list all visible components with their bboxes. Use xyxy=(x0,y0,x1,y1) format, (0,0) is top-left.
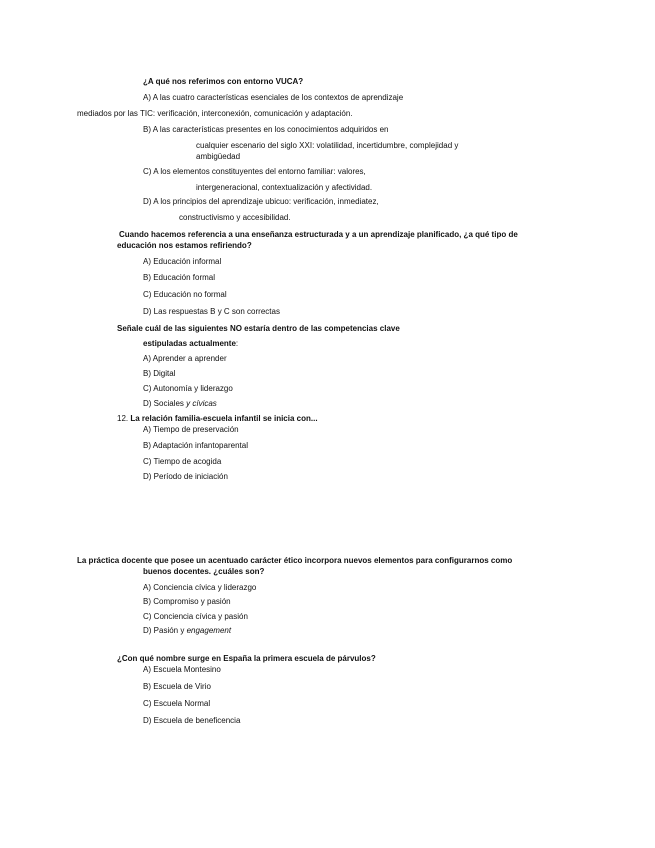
question-number: 12. xyxy=(117,414,129,423)
option-b-line: B) A las características presentes en los conocimientos adquiridos en xyxy=(143,125,389,134)
option-a: A) Educación informal xyxy=(143,257,222,266)
option-c: C) Escuela Normal xyxy=(143,699,211,708)
option-a: A) Tiempo de preservación xyxy=(143,425,239,434)
option-d-italic: y cívicas xyxy=(186,399,217,408)
option-d xyxy=(143,626,231,636)
question-teaching-practice-title-cont: buenos docentes. ¿cuáles son? xyxy=(143,567,265,576)
option-d-line: D) A los principios del aprendizaje ubicuo: verificación, inmediatez, xyxy=(143,197,379,206)
option-d-line: constructivismo y accesibilidad. xyxy=(179,213,291,222)
option-b-line: cualquier escenario del siglo XXI: volatilidad, incertidumbre, complejidad y xyxy=(196,141,459,150)
question-first-school-title: ¿Con qué nombre surge en España la primera escuela de párvulos? xyxy=(117,654,376,663)
option-a: A) Escuela Montesino xyxy=(143,665,221,674)
question-competencies-title-cont xyxy=(143,339,238,349)
option-c: C) Educación no formal xyxy=(143,290,227,299)
question-text: La relación familia-escuela infantil se inicia con... xyxy=(130,414,318,423)
option-c: C) Autonomía y liderazgo xyxy=(143,384,233,393)
option-b-line: ambigüedad xyxy=(196,152,241,161)
option-c-line: intergeneracional, contextualización y afectividad. xyxy=(196,183,373,192)
question-vuca-title: ¿A qué nos referimos con entorno VUCA? xyxy=(143,77,304,86)
option-b: B) Compromiso y pasión xyxy=(143,597,231,606)
option-a: A) Aprender a aprender xyxy=(143,354,227,363)
option-c: C) Conciencia cívica y pasión xyxy=(143,612,248,621)
option-b: B) Digital xyxy=(143,369,176,378)
option-d-italic: engagement xyxy=(186,626,232,635)
question-competencies-title: Señale cuál de las siguientes NO estaría dentro de las competencias clave xyxy=(117,324,400,333)
option-a-line: mediados por las TIC: verificación, interconexión, comunicación y adaptación. xyxy=(77,109,353,118)
option-d xyxy=(143,399,217,409)
option-c-line: C) A los elementos constituyentes del entorno familiar: valores, xyxy=(143,167,366,176)
option-b: B) Adaptación infantoparental xyxy=(143,441,248,450)
option-d-text: D) Sociales xyxy=(143,399,187,408)
option-b: B) Educación formal xyxy=(143,273,216,282)
option-a: A) Conciencia cívica y liderazgo xyxy=(143,583,257,592)
option-d: D) Las respuestas B y C son correctas xyxy=(143,307,280,316)
title-colon: : xyxy=(235,339,239,348)
title-bold-part: estipuladas actualmente xyxy=(143,339,236,348)
option-a-line: A) A las cuatro características esenciales de los contextos de aprendizaje xyxy=(143,93,404,102)
question-education-title-cont: educación nos estamos refiriendo? xyxy=(117,241,252,250)
option-d: D) Escuela de beneficencia xyxy=(143,716,241,725)
option-d: D) Período de iniciación xyxy=(143,472,228,481)
option-b: B) Escuela de Virio xyxy=(143,682,211,691)
option-d-text: D) Pasión y xyxy=(143,626,187,635)
option-c: C) Tiempo de acogida xyxy=(143,457,222,466)
question-family-school-title xyxy=(117,414,318,424)
question-teaching-practice-title: La práctica docente que posee un acentuado carácter ético incorpora nuevos elementos para configurarnos como xyxy=(77,556,513,565)
question-education-title: Cuando hacemos referencia a una enseñanza estructurada y a un aprendizaje planificado, ¿a qué tipo de xyxy=(119,230,518,239)
